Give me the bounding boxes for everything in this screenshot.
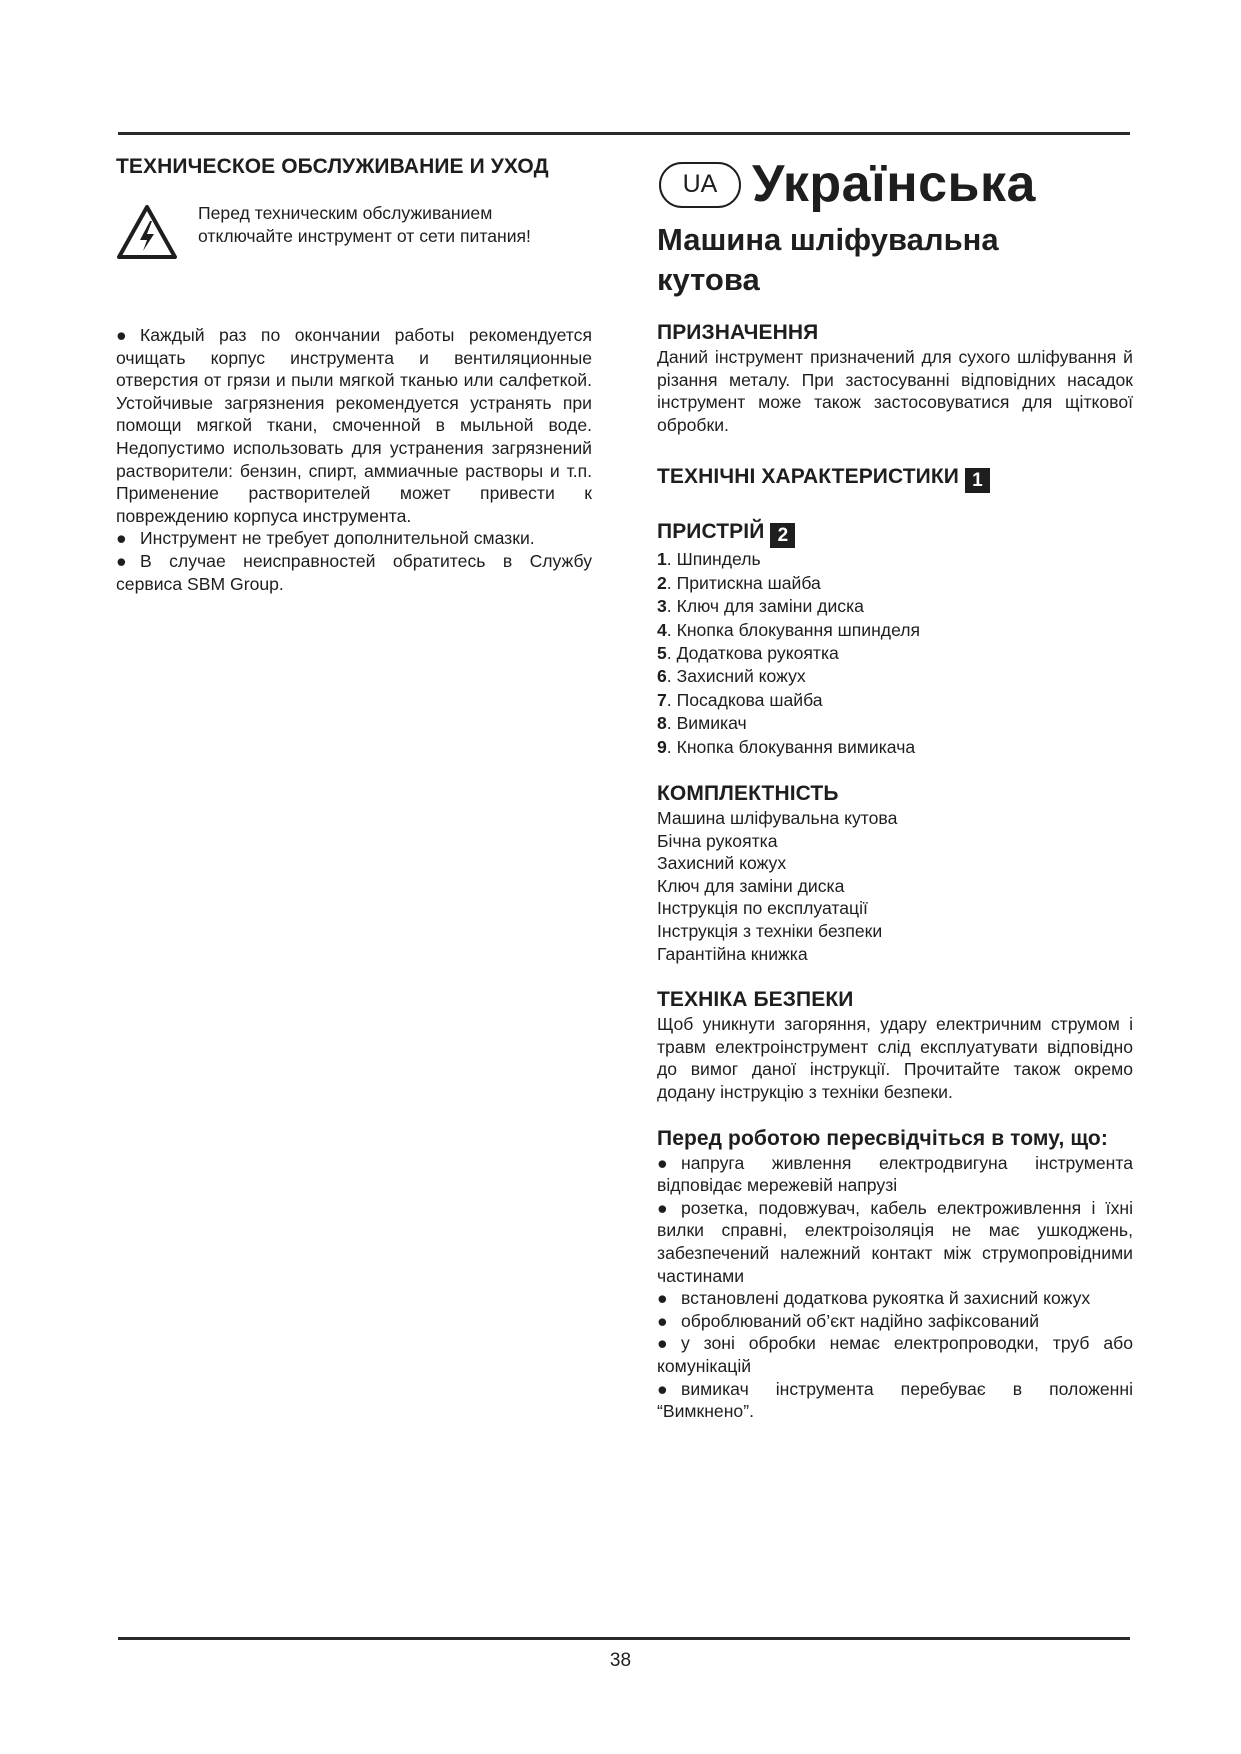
list-item: ● напруга живлення електродвигуна інструмента відповідає мережевій напрузі — [657, 1152, 1133, 1196]
page-number: 38 — [609, 1650, 632, 1671]
safety-text: Щоб уникнути загоряння, удару електричним струмом і травм електроінструмент слід експлуатувати відповідно до вимог даної інструкції. Прочитайте також окремо додану інструкцію з техніки безпеки. — [657, 1014, 1133, 1102]
list-item: ● вимикач інструмента перебуває в положенні “Вимкнено”. — [657, 1378, 1133, 1422]
top-rule — [118, 132, 1130, 135]
list-item: 6. Захисний кожух — [657, 666, 806, 687]
list-item: 9. Кнопка блокування вимикача — [657, 736, 916, 757]
list-item: Гарантійна книжка — [657, 943, 808, 964]
list-item: ● встановлені додаткова рукоятка й захисний кожух — [657, 1288, 1091, 1309]
left-column — [116, 154, 592, 595]
list-item: ● Каждый раз по окончании работы рекомендуется очищать корпус инструмента и вентиляционные отверстия от грязи и пыли мягкой тканью или салфеткой. Устойчивые загрязнения рекомендуется устранять при помощи мягкой ткани, смоченной в мыльной воде. Недопустимо использовать для устранения загрязнений растворители: бензин, спирт, аммиачные растворы и т.п. Применение растворителей может привести к повреждению корпуса инструмента. — [116, 325, 592, 526]
list-item: Машина шліфувальна кутова — [657, 808, 898, 829]
specs-heading: ТЕХНІЧНІ ХАРАКТЕРИСТИКИ 1 — [657, 464, 1133, 493]
high-voltage-warning-icon — [116, 204, 178, 260]
before-work-list — [657, 1152, 1133, 1423]
list-item: 5. Додаткова рукоятка — [657, 643, 839, 663]
language-title: Українська — [752, 155, 1036, 213]
maintenance-list — [116, 324, 592, 595]
list-item: 3. Ключ для заміни диска — [657, 596, 864, 617]
warning-block — [116, 202, 592, 266]
before-work-heading: Перед роботою пересвідчіться в тому, що: — [657, 1126, 1108, 1150]
figure-number-badge: 2 — [770, 523, 795, 548]
warning-text: Перед техническим обслуживанием отключайте инструмент от сети питания! — [198, 203, 531, 246]
list-item: Захисний кожух — [657, 853, 787, 874]
device-heading: ПРИСТРІЙ 2 — [657, 519, 1133, 548]
kit-list — [657, 807, 1133, 965]
language-badge: UA — [659, 162, 741, 208]
list-item: 8. Вимикач — [657, 713, 747, 734]
list-item: ● розетка, подовжувач, кабель електроживлення і їхні вилки справні, електроізоляція не має ушкоджень, забезпечений належний контакт між струмопровідними частинами — [657, 1197, 1133, 1286]
right-column — [657, 154, 1133, 1423]
product-title: Машина шліфувальна кутова — [657, 222, 999, 297]
list-item: Інструкція по експлуатації — [657, 898, 868, 919]
list-item: ● Инструмент не требует дополнительной смазки. — [116, 528, 535, 549]
language-header — [657, 154, 1133, 212]
list-item: Інструкція з техніки безпеки — [657, 921, 883, 941]
list-item: 7. Посадкова шайба — [657, 689, 823, 710]
device-parts-list — [657, 548, 1133, 759]
list-item: ● В случае неисправностей обратитесь в Службу сервиса SBM Group. — [116, 550, 592, 594]
maintenance-heading: ТЕХНИЧЕСКОЕ ОБСЛУЖИВАНИЕ И УХОД — [116, 155, 549, 178]
list-item: 2. Притискна шайба — [657, 572, 821, 593]
list-item: ● оброблюваний об’єкт надійно зафіксований — [657, 1310, 1040, 1331]
purpose-heading: ПРИЗНАЧЕННЯ — [657, 321, 819, 344]
purpose-text: Даний інструмент призначений для сухого шліфування й різання металу. При застосуванні відповідних насадок інструмент може також застосовуватися для щіткової обробки. — [657, 347, 1133, 435]
list-item: 1. Шпиндель — [657, 549, 761, 570]
list-item: ● у зоні обробки немає електропроводки, труб або комунікацій — [657, 1333, 1133, 1376]
bottom-rule — [118, 1637, 1130, 1640]
list-item: Бічна рукоятка — [657, 830, 778, 851]
safety-heading: ТЕХНІКА БЕЗПЕКИ — [657, 988, 854, 1012]
figure-number-badge: 1 — [965, 468, 990, 493]
list-item: Ключ для заміни диска — [657, 875, 845, 896]
kit-heading: КОМПЛЕКТНІСТЬ — [657, 782, 839, 806]
list-item: 4. Кнопка блокування шпинделя — [657, 619, 921, 640]
